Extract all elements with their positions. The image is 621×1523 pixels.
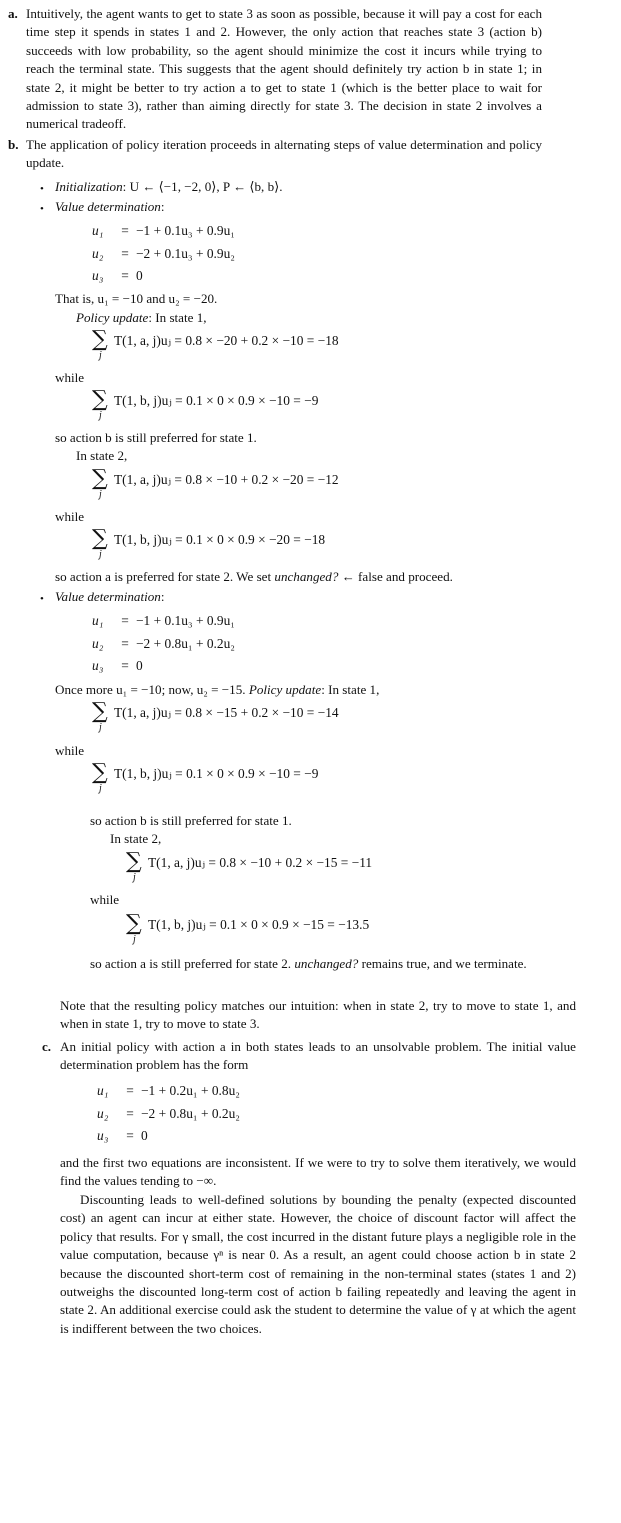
policy-update-line: Policy update: In state 1, xyxy=(76,310,207,325)
sum-icon: ∑ xyxy=(92,327,108,352)
sum-icon: ∑ xyxy=(92,699,108,724)
bullet-icon: • xyxy=(40,203,44,215)
equation-row: u₂ = −2 + 0.8u₁ + 0.2u₂ xyxy=(92,636,235,651)
value-determination-heading xyxy=(55,198,164,216)
in-state-2-text: In state 2, xyxy=(110,831,162,846)
part-c-text: An initial policy with action a in both states leads to an unsolvable problem. The initial value determination problem has the form xyxy=(60,1039,576,1073)
value-determination-label: Value determination xyxy=(55,199,161,214)
in-state-2-text: In state 2, xyxy=(76,448,128,463)
sum-icon: ∑ xyxy=(92,387,108,412)
policy-update-label: Policy update xyxy=(76,310,149,325)
while-text: while xyxy=(90,892,120,907)
terminate-text: so action a is still preferred for state 2. unchanged? remains true, and we terminate. xyxy=(90,956,527,971)
colon: : xyxy=(160,199,165,214)
while-text: while xyxy=(55,509,85,524)
initialization-expr: : U ← ⟨−1, −2, 0⟩, P ← ⟨b, b⟩. xyxy=(122,179,283,194)
equation-row: u₃ = 0 xyxy=(97,1128,148,1143)
so-action-b-text: so action b is still preferred for state 1. xyxy=(90,813,292,828)
note-text: Note that the resulting policy matches our intuition: when in state 2, try to move to state 1, and when in state 1, try to move to state 3. xyxy=(60,998,576,1032)
equation-row: u₁ = −1 + 0.1u₃ + 0.9u₁ xyxy=(92,613,235,628)
bullet-icon: • xyxy=(40,183,44,195)
part-a-label: a. xyxy=(8,6,18,21)
sum-icon: ∑ xyxy=(92,466,108,491)
that-is-text: That is, u₁ = −10 and u₂ = −20. xyxy=(55,291,218,306)
equation-row: u₃ = 0 xyxy=(92,658,143,673)
once-more-text: Once more u₁ = −10; now, u₂ = −15. Policy update: In state 1, xyxy=(55,682,380,697)
part-c-discount: Discounting leads to well-defined solutions by bounding the penalty (expected discounted cost) an agent can incur at either state. However, the choice of discount factor will affect the policy that results. For γ small, the cost incurred in the distant future plays a negligible role in the value computation, because γⁿ is near 0. As a result, an agent could choose action b in state 2 because the discounted short-term cost of remaining in the non-terminal states (states 1 and 2) outweighs the discounted long-term cost of action b failing repeatedly and leaving the agent in state 2. An additional exercise could ask the student to determine the value of γ at which the agent is indifferent between the two choices. xyxy=(60,1192,576,1336)
sum-icon: ∑ xyxy=(92,526,108,551)
equation-row: u₃ = 0 xyxy=(92,268,143,283)
value-determination-heading: Value determination: xyxy=(55,589,165,604)
part-a-text: Intuitively, the agent wants to get to state 3 as soon as possible, because it will pay a cost for each time step it spends in states 1 and 2. However, the only action that reaches state 3 (action b) succeeds with low probability, so the agent should minimize the cost it incurs while trying to reach the terminal state. This suggests that the agent should definitely try action b in state 1; in state 2, it might be better to try action a to get to state 1 (which is the better place to wait for admission to state 3), rather than aiming directly for state 3. The decision in state 2 involves a numerical tradeoff. xyxy=(26,6,542,132)
while-text: while xyxy=(55,370,85,385)
equation-row: u₁ = −1 + 0.1u₃ + 0.9u₁ xyxy=(92,223,235,238)
sum-icon: ∑ xyxy=(92,760,108,785)
sum-icon: ∑ xyxy=(126,911,142,936)
so-action-b-text: so action b is still preferred for state 1. xyxy=(55,430,257,445)
part-b-intro: The application of policy iteration proceeds in alternating steps of value determination and policy update. xyxy=(26,137,542,171)
while-text: while xyxy=(55,743,85,758)
bullet-icon: • xyxy=(40,593,44,605)
part-c-label: c. xyxy=(42,1039,52,1054)
part-b-label: b. xyxy=(8,137,19,152)
part-c-after: and the first two equations are inconsistent. If we were to try to solve them iteratively, we would find the values tending to −∞. xyxy=(60,1155,576,1189)
equation-row: u₂ = −2 + 0.1u₃ + 0.9u₂ xyxy=(92,246,235,261)
equation-row: u₂ = −2 + 0.8u₁ + 0.2u₂ xyxy=(97,1106,240,1121)
sum-icon: ∑ xyxy=(126,849,142,874)
so-action-a-text: so action a is preferred for state 2. We set unchanged? ← false and proceed. xyxy=(55,569,453,584)
equation-row: u₁ = −1 + 0.2u₁ + 0.8u₂ xyxy=(97,1083,240,1098)
initialization-label: Initialization xyxy=(55,179,123,194)
initialization-line xyxy=(55,178,283,196)
